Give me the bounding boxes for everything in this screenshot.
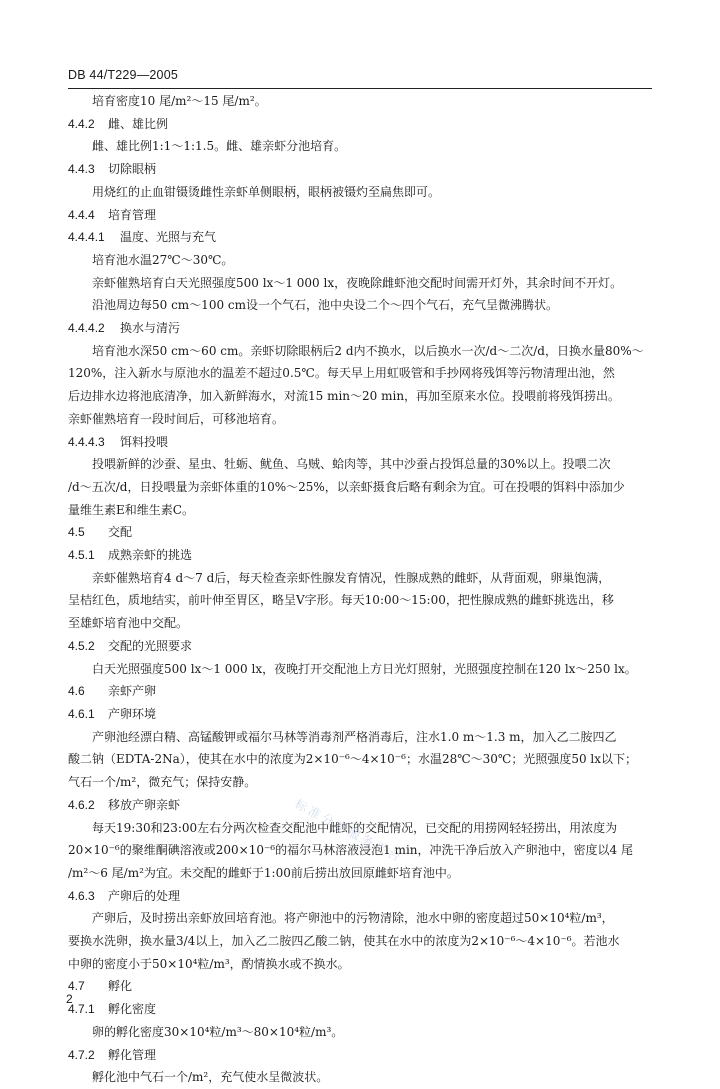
body-line: 培育池水深50 cm～60 cm。亲虾切除眼柄后2 d内不换水，以后换水一次/d～二次/d，日换水量80%～ xyxy=(92,343,644,358)
body-line: 投喂新鲜的沙蚕、星虫、牡蛎、鱿鱼、乌贼、蛤肉等，其中沙蚕占投饵总量的30%以上。投喂二次 xyxy=(92,457,611,472)
section-heading: 4.4.3 切除眼柄 xyxy=(68,162,157,177)
body-line: 中卵的密度小于50×10⁴粒/m³，酌情换水或不换水。 xyxy=(68,956,350,971)
body-line: 白天光照强度500 lx～1 000 lx，夜晚打开交配池上方日光灯照射，光照强度控制在120 lx～250 lx。 xyxy=(92,661,637,676)
body-line: 卵的孵化密度30×10⁴粒/m³～80×10⁴粒/m³。 xyxy=(92,1024,344,1039)
section-heading: 4.4.4 培育管理 xyxy=(68,207,157,222)
body-line: 要换水洗卵，换水量3/4以上，加入乙二胺四乙酸二钠，使其在水中的浓度为2×10⁻⁶～4×10⁻⁶。若池水 xyxy=(68,934,620,949)
body-line: 亲虾催熟培育4 d～7 d后，每天检查亲虾性腺发育情况，性腺成熟的雌虾，从背面观，卵巢饱满， xyxy=(92,570,611,585)
section-heading: 4.5.1 成熟亲虾的挑选 xyxy=(68,548,193,563)
body-line: 120%，注入新水与原池水的温差不超过0.5℃。每天早上用虹吸管和手抄网将残饵等污物清理出池，然 xyxy=(68,366,615,381)
section-heading: 4.6.2 移放产卵亲虾 xyxy=(68,797,181,812)
section-heading: 4.7.2 孵化管理 xyxy=(68,1047,157,1062)
body-line: 亲虾催熟培育白天光照强度500 lx～1 000 lx，夜晚除雌虾池交配时间需开灯外，其余时间不开灯。 xyxy=(92,275,623,290)
section-heading: 4.7.1 孵化密度 xyxy=(68,1002,157,1017)
header-rule xyxy=(68,88,652,89)
body-line: 气石一个/m²，微充气；保持安静。 xyxy=(68,775,257,790)
body-line: 沿池周边每50 cm～100 cm设一个气石，池中央设二个～四个气石，充气呈微沸腾状。 xyxy=(92,298,559,313)
section-heading: 4.5 交配 xyxy=(68,525,133,540)
body-line: 量维生素E和维生素C。 xyxy=(68,502,194,517)
section-heading: 4.5.2 交配的光照要求 xyxy=(68,638,193,653)
body-line: 至雄虾培育池中交配。 xyxy=(68,616,189,631)
page-number: 2 xyxy=(66,992,73,1006)
body-line: 用烧红的止血钳镊烫雌性亲虾单侧眼柄，眼柄被镊灼至扁焦即可。 xyxy=(92,184,441,199)
body-line: 每天19:30和23:00左右分两次检查交配池中雌虾的交配情况，已交配的用捞网轻轻捞出，用浓度为 xyxy=(92,820,618,835)
body-line: 培育池水温27℃～30℃。 xyxy=(92,252,234,267)
body-line: 亲虾催熟培育一段时间后，可移池培育。 xyxy=(68,411,285,426)
section-heading: 4.6.3 产卵后的处理 xyxy=(68,888,181,903)
subsection-heading: 4.4.4.1 温度、光照与充气 xyxy=(68,230,217,245)
section-heading: 4.6.1 产卵环境 xyxy=(68,706,157,721)
body-line: /m²～6 尾/m²为宜。未交配的雌虾于1:00前后捞出放回原雌虾培育池中。 xyxy=(68,865,459,880)
body-line: 培育密度10 尾/m²～15 尾/m²。 xyxy=(92,94,267,108)
document-id: DB 44/T229—2005 xyxy=(68,68,179,82)
body-line: 产卵后，及时捞出亲虾放回培育池。将产卵池中的污物清除，池水中卵的密度超过50×10⁴粒/m³， xyxy=(92,911,614,926)
section-heading: 4.6 亲虾产卵 xyxy=(68,684,157,699)
body-line: /d～五次/d，日投喂量为亲虾体重的10%～25%，以亲虾摄食后略有剩余为宜。可在投喂的饵料中添加少 xyxy=(68,479,625,494)
subsection-heading: 4.4.4.2 换水与清污 xyxy=(68,321,181,336)
section-heading: 4.4.2 雌、雄比例 xyxy=(68,116,169,131)
body-line: 孵化池中气石一个/m²，充气使水呈微波状。 xyxy=(92,1070,329,1085)
body-line: 雌、雄比例1:1～1:1.5。雌、雄亲虾分池培育。 xyxy=(92,139,347,154)
body-line: 酸二钠（EDTA-2Na），使其在水中的浓度为2×10⁻⁶～4×10⁻⁶；水温28℃～30℃；光照强度50 lx以下； xyxy=(68,752,638,767)
watermark: 标准分享服务平台 xyxy=(292,796,406,866)
body-line: 呈桔红色，质地结实，前叶伸至胃区，略呈V字形。每天10:00～15:00，把性腺成熟的雌虾挑选出，移 xyxy=(68,593,614,608)
body-line: 20×10⁻⁶的聚维酮碘溶液或200×10⁻⁶的福尔马林溶液浸泡1 min，冲洗干净后放入产卵池中，密度以4 尾 xyxy=(68,843,633,858)
subsection-heading: 4.4.4.3 饵料投喂 xyxy=(68,434,169,449)
section-heading: 4.7 孵化 xyxy=(68,979,133,994)
body-line: 产卵池经漂白精、高锰酸钾或福尔马林等消毒剂严格消毒后，注水1.0 m～1.3 m，加入乙二胺四乙 xyxy=(92,729,617,744)
body-line: 后边排水边将池底清净，加入新鲜海水，对流15 min～20 min，再加至原来水位。投喂前将残饵捞出。 xyxy=(68,389,621,404)
document-body xyxy=(68,90,666,1089)
